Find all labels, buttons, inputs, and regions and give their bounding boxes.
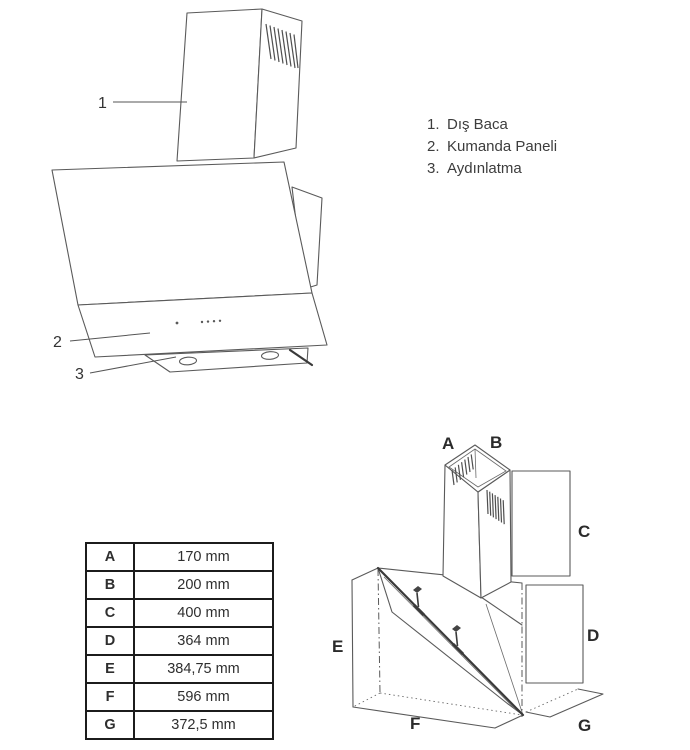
legend-number: 1. — [427, 116, 440, 133]
legend-label: Dış Baca — [447, 116, 508, 133]
callout-number-2: 2 — [53, 334, 62, 351]
legend-item — [427, 136, 557, 158]
dim-box-d — [526, 585, 583, 683]
dimension-value: 200 mm — [134, 571, 273, 599]
dim-box-c — [512, 471, 570, 576]
depth-plane-g — [526, 689, 603, 717]
dim-label-f: F — [410, 714, 421, 733]
dimension-key: B — [86, 571, 134, 599]
dimension-row — [86, 711, 273, 739]
hood-illustration — [40, 5, 370, 390]
dimensions-table — [85, 542, 274, 740]
dimension-key: C — [86, 599, 134, 627]
legend-item — [427, 114, 557, 136]
chimney-duct — [177, 9, 302, 161]
dimension-value: 400 mm — [134, 599, 273, 627]
dimension-row — [86, 683, 273, 711]
control-panel-strip — [78, 293, 327, 357]
dim-label-g: G — [578, 716, 592, 735]
dimension-key: F — [86, 683, 134, 711]
legend-number: 2. — [427, 138, 440, 155]
dim-label-c: C — [578, 522, 591, 541]
dimension-diagram — [330, 430, 690, 748]
dimension-value: 384,75 mm — [134, 655, 273, 683]
callout-number-3: 3 — [75, 366, 84, 383]
dimension-value: 170 mm — [134, 543, 273, 571]
dimension-row — [86, 627, 273, 655]
dimension-value: 372,5 mm — [134, 711, 273, 739]
dimension-row — [86, 543, 273, 571]
dimension-row — [86, 655, 273, 683]
dimension-value: 364 mm — [134, 627, 273, 655]
legend-label: Aydınlatma — [447, 160, 522, 177]
dimension-key: A — [86, 543, 134, 571]
dimension-key: D — [86, 627, 134, 655]
dim-label-e: E — [332, 637, 344, 656]
dim-label-b: B — [490, 433, 503, 452]
dimension-key: E — [86, 655, 134, 683]
parts-legend — [427, 114, 557, 180]
glass-slab — [378, 568, 523, 715]
dimension-row — [86, 599, 273, 627]
legend-item — [427, 158, 557, 180]
chimney-duct-dim — [443, 445, 511, 598]
callout-number-1: 1 — [98, 95, 107, 112]
dimension-key: G — [86, 711, 134, 739]
dim-label-d: D — [587, 626, 600, 645]
dimension-value: 596 mm — [134, 683, 273, 711]
dim-label-a: A — [442, 434, 455, 453]
legend-number: 3. — [427, 160, 440, 177]
legend-label: Kumanda Paneli — [447, 138, 558, 155]
glass-panel — [52, 162, 312, 308]
dimension-row — [86, 571, 273, 599]
